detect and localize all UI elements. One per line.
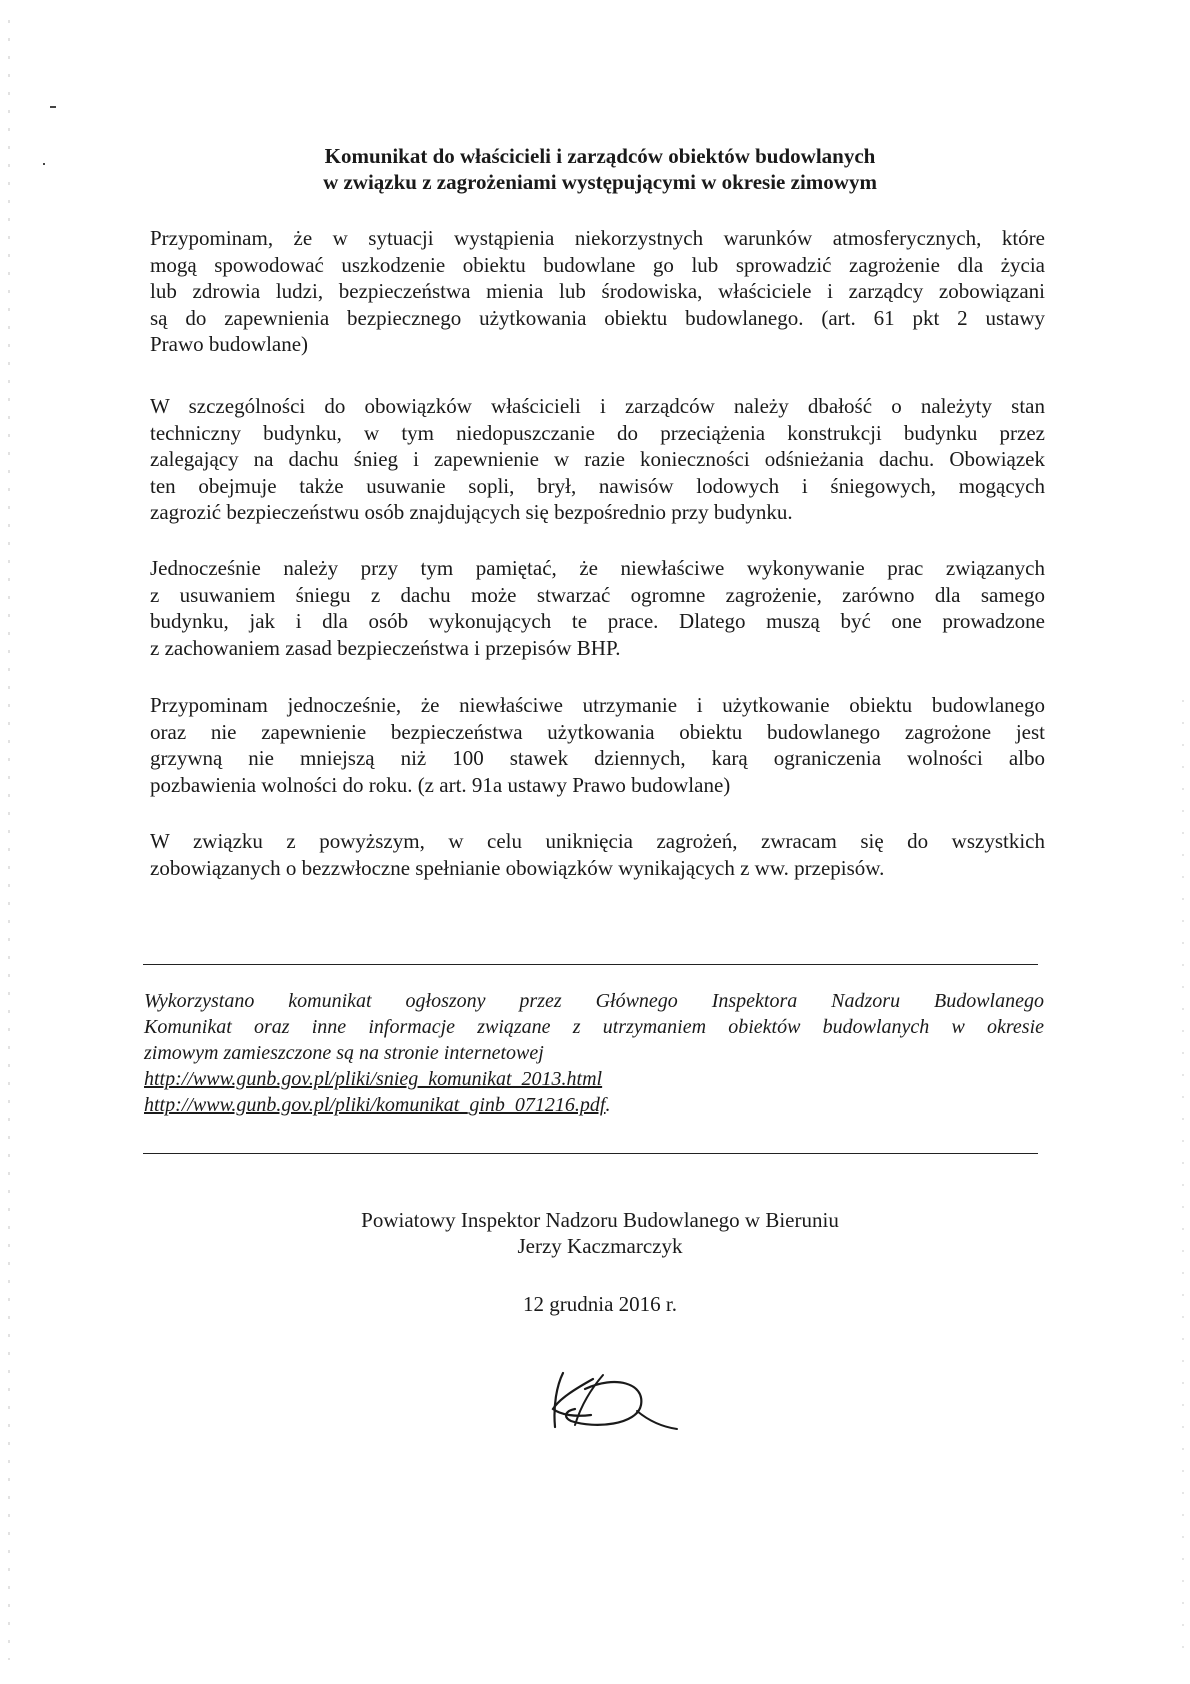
paragraph-line: pozbawienia wolności do roku. (z art. 91a ustawy Prawo budowlane) — [150, 772, 731, 797]
paragraph-line: Przypominam, że w sytuacji wystąpienia niekorzystnych warunków atmosferycznych, które — [150, 226, 1045, 250]
paragraph-line: Prawo budowlane) — [150, 332, 309, 356]
source-link-1[interactable]: http://www.gunb.gov.pl/pliki/snieg_komunikat_2013.html — [144, 1068, 603, 1090]
document-date: 12 grudnia 2016 r. — [523, 1292, 677, 1316]
source-note — [144, 988, 1044, 1118]
inspector-name: Jerzy Kaczmarczyk — [517, 1234, 683, 1258]
divider-top — [143, 964, 1038, 965]
paragraph-line: mogą spowodować uszkodzenie obiektu budowlane go lub sprowadzić zagrożenie dla życia — [150, 252, 1045, 277]
scan-speck — [43, 163, 45, 165]
paragraph-line: oraz nie zapewnienie bezpieczeństwa użytkowania obiektu budowlanego zagrożone jest — [150, 719, 1045, 744]
scan-edge-left — [8, 20, 10, 1660]
paragraph-line: W szczególności do obowiązków właścicieli i zarządców należy dbałość o należyty stan — [150, 394, 1045, 418]
link-2-suffix: . — [605, 1094, 611, 1116]
paragraph-line: zagrozić bezpieczeństwu osób znajdujących się bezpośrednio przy budynku. — [150, 500, 793, 524]
paragraph-line: techniczny budynku, w tym niedopuszczanie do przeciążenia konstrukcji budynku przez — [150, 420, 1045, 445]
note-line: Wykorzystano komunikat ogłoszony przez Głównego Inspektora Nadzoru Budowlanego — [144, 990, 1044, 1012]
paragraph-3 — [150, 555, 1045, 661]
paragraph-5 — [150, 828, 1045, 881]
paragraph-line: są do zapewnienia bezpiecznego użytkowania obiektu budowlanego. (art. 61 pkt 2 ustawy — [150, 305, 1045, 330]
paragraph-line: Przypominam jednocześnie, że niewłaściwe utrzymanie i użytkowanie obiektu budowlanego — [150, 693, 1045, 717]
paragraph-4 — [150, 692, 1045, 798]
office-name: Powiatowy Inspektor Nadzoru Budowlanego w Bieruniu — [361, 1208, 839, 1232]
paragraph-line: ten obejmuje także usuwanie sopli, brył, nawisów lodowych i śniegowych, mogących — [150, 473, 1045, 498]
paragraph-line: grzywną nie mniejszą niż 100 stawek dziennych, karą ograniczenia wolności albo — [150, 746, 1045, 770]
title-line-2: w związku z zagrożeniami występującymi w okresie zimowym — [323, 170, 877, 194]
paragraph-line: lub zdrowia ludzi, bezpieczeństwa mienia lub środowiska, właściciele i zarządcy zobowiązani — [150, 279, 1045, 303]
scan-speck — [50, 106, 56, 108]
scan-edge-right — [1182, 700, 1184, 1660]
source-link-2-row — [144, 1092, 1044, 1118]
paragraph-line: Jednocześnie należy przy tym pamiętać, że niewłaściwe wykonywanie prac związanych — [150, 556, 1045, 580]
paragraph-2 — [150, 393, 1045, 526]
note-line: Komunikat oraz inne informacje związane z utrzymaniem obiektów budowlanych w okresie — [144, 1016, 1044, 1038]
paragraph-line: z usuwaniem śniegu z dachu może stwarzać ogromne zagrożenie, zarówno dla samego — [150, 582, 1045, 607]
paragraph-1 — [150, 225, 1045, 358]
title-line-1: Komunikat do właścicieli i zarządców obiektów budowlanych — [324, 144, 876, 168]
paragraph-line: zalegający na dachu śnieg i zapewnienie w razie konieczności odśnieżania dachu. Obowiązek — [150, 447, 1045, 471]
paragraph-line: W związku z powyższym, w celu uniknięcia zagrożeń, zwracam się do wszystkich — [150, 829, 1045, 853]
divider-bottom — [143, 1153, 1038, 1154]
handwritten-signature — [545, 1365, 695, 1445]
paragraph-line: budynku, jak i dla osób wykonujących te prace. Dlatego muszą być one prowadzone — [150, 609, 1045, 633]
paragraph-line: zobowiązanych o bezzwłoczne spełnianie obowiązków wynikających z ww. przepisów. — [150, 855, 885, 880]
document-title — [150, 143, 1050, 195]
signature-block — [150, 1207, 1050, 1259]
paragraph-line: z zachowaniem zasad bezpieczeństwa i przepisów BHP. — [150, 635, 621, 660]
note-line: zimowym zamieszczone są na stronie internetowej — [144, 1042, 544, 1064]
source-link-2[interactable]: http://www.gunb.gov.pl/pliki/komunikat_ginb_071216.pdf — [144, 1094, 606, 1116]
